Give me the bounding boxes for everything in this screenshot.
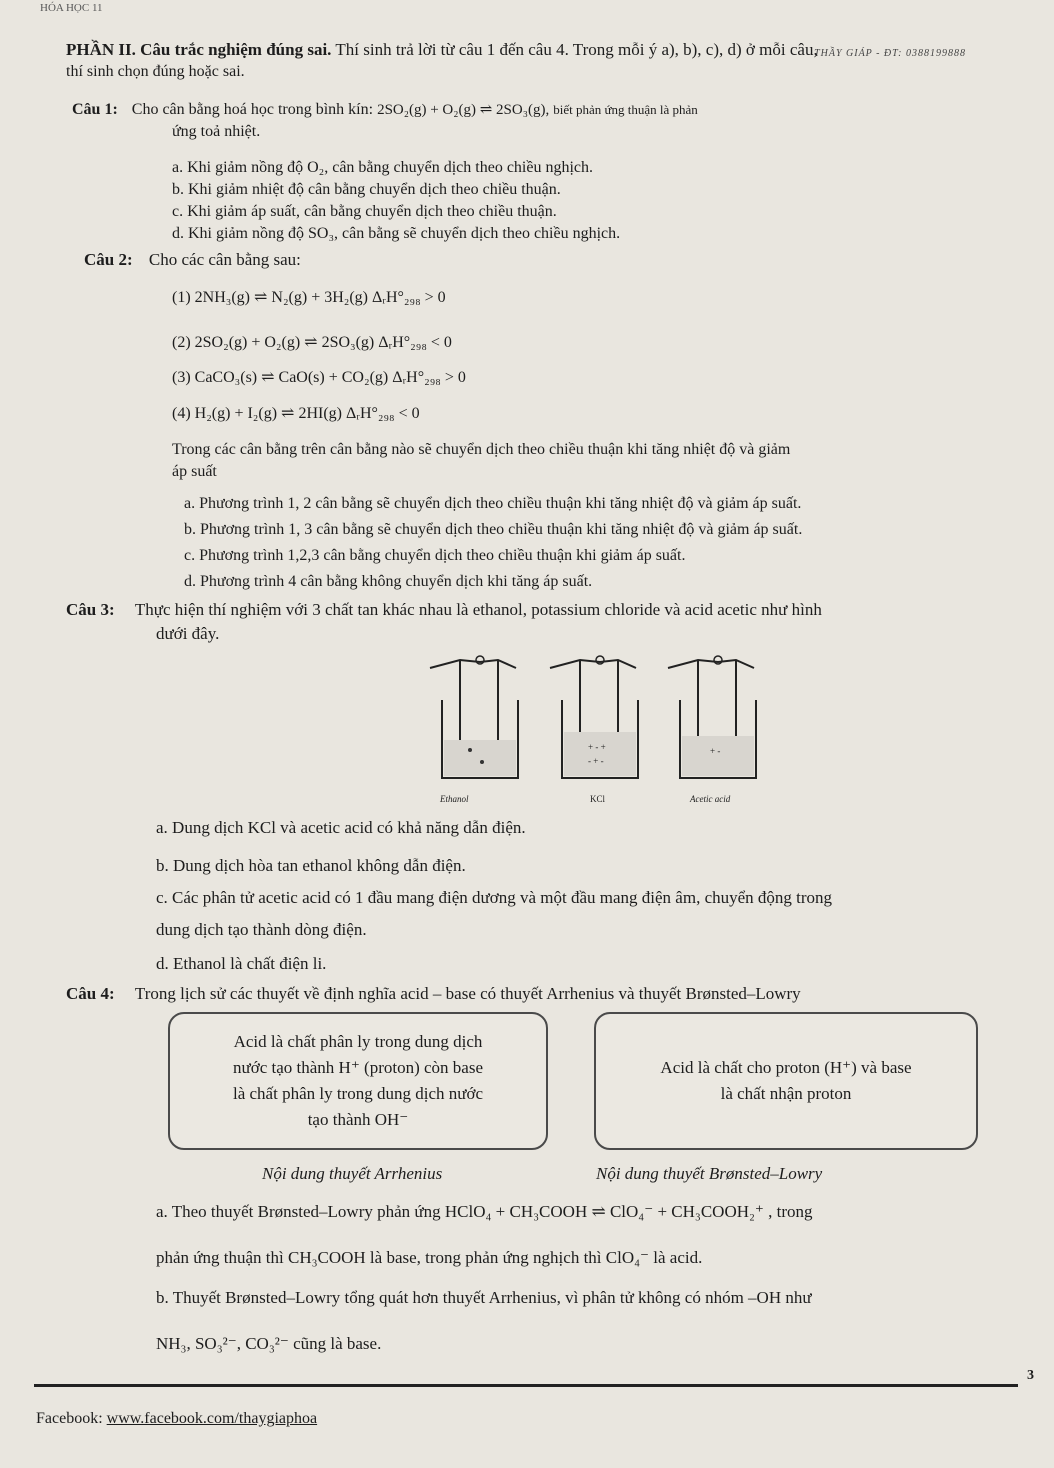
q4-stem (66, 984, 801, 1004)
q1-option-b: b. Khi giảm nhiệt độ cân bằng chuyển dịch theo chiều thuận. (172, 181, 561, 198)
label-acetic-acid: Acetic acid (690, 794, 731, 804)
q1-option-c: c. Khi giảm áp suất, cân bằng chuyển dịch theo chiều thuận. (172, 203, 557, 220)
q3-label: Câu 3: (66, 600, 115, 619)
q1-stem-line2: ứng toả nhiệt. (172, 123, 261, 140)
footer (36, 1410, 317, 1428)
arrhenius-line: nước tạo thành H⁺ (proton) còn base (233, 1058, 483, 1077)
q3-stem-line1 (66, 600, 822, 620)
q2-reaction-4: (4) H₂(g) + I₂(g) ⇌ 2HI(g) ΔᵣH°₂₉₈ < 0 (172, 405, 420, 422)
subject-header: HÓA HỌC 11 (40, 2, 103, 14)
page-number: 3 (1027, 1368, 1034, 1383)
q1-text2: biết phản ứng thuận là phản (553, 102, 698, 117)
arrhenius-caption: Nội dung thuyết Arrhenius (262, 1164, 443, 1183)
q2-label: Câu 2: (84, 250, 133, 269)
label-kcl: KCl (590, 794, 606, 804)
q1-text: Cho cân bằng hoá học trong bình kín: (131, 101, 374, 118)
svg-text:+ - +: + - + (588, 742, 606, 752)
arrhenius-line: Acid là chất phân ly trong dung dịch (233, 1032, 483, 1051)
bronsted-line: là chất nhận proton (720, 1084, 852, 1103)
q4-option-a-line2: phản ứng thuận thì CH₃COOH là base, trong phản ứng nghịch thì ClO₄⁻ là acid. (156, 1248, 703, 1267)
q3-option-a: a. Dung dịch KCl và acetic acid có khả năng dẫn điện. (156, 818, 526, 837)
q1-option-a: a. Khi giảm nồng độ O₂, cân bằng chuyển dịch theo chiều nghịch. (172, 159, 594, 176)
q3-option-b: b. Dung dịch hòa tan ethanol không dẫn điện. (156, 856, 466, 875)
q1-label: Câu 1: (72, 101, 118, 118)
label-ethanol: Ethanol (440, 794, 469, 804)
q4-text: Trong lịch sử các thuyết về định nghĩa acid – base có thuyết Arrhenius và thuyết Brønsted–Lowry (134, 984, 801, 1003)
q2-stem (84, 250, 301, 270)
part-intro: Thí sinh trả lời từ câu 1 đến câu 4. Trong mỗi ý a), b), c), d) ở mỗi câu, (335, 40, 818, 59)
q2-option-d: d. Phương trình 4 cân bằng không chuyển dịch khi tăng áp suất. (184, 573, 593, 590)
svg-text:+ -: + - (710, 746, 721, 756)
q2-question-line1: Trong các cân bằng trên cân bằng nào sẽ chuyển dịch theo chiều thuận khi tăng nhiệt độ và giảm (172, 441, 791, 458)
beaker-acetic-acid (668, 656, 756, 778)
bronsted-lowry-box (594, 1012, 978, 1150)
part-title: PHẦN II. Câu trắc nghiệm đúng sai. (66, 40, 332, 59)
q2-option-c: c. Phương trình 1,2,3 cân bằng chuyển dịch theo chiều thuận khi giảm áp suất. (184, 547, 686, 564)
part-intro-line1 (66, 40, 818, 60)
footer-label: Facebook: (36, 1410, 103, 1427)
q1-option-d: d. Khi giảm nồng độ SO₃, cân bằng sẽ chuyển dịch theo chiều nghịch. (172, 225, 621, 242)
q4-option-b-line2: NH₃, SO₃²⁻, CO₃²⁻ cũng là base. (156, 1334, 382, 1353)
q4-option-a-line1: a. Theo thuyết Brønsted–Lowry phản ứng HClO₄ + CH₃COOH ⇌ ClO₄⁻ + CH₃COOH₂⁺ , trong (156, 1202, 813, 1221)
bronsted-line: Acid là chất cho proton (H⁺) và base (660, 1058, 912, 1077)
q2-reaction-2: (2) 2SO₂(g) + O₂(g) ⇌ 2SO₃(g) ΔᵣH°₂₉₈ < 0 (172, 334, 452, 351)
q1-reaction: 2SO₂(g) + O₂(g) ⇌ 2SO₃(g), (377, 102, 550, 118)
q2-reaction-3: (3) CaCO₃(s) ⇌ CaO(s) + CO₂(g) ΔᵣH°₂₉₈ > 0 (172, 369, 466, 386)
conductivity-experiment-figure (420, 650, 760, 810)
q3-option-d: d. Ethanol là chất điện li. (156, 954, 327, 973)
teacher-header: THẦY GIÁP - ĐT: 0388199888 (814, 48, 966, 59)
arrhenius-box (168, 1012, 548, 1150)
q2-option-b: b. Phương trình 1, 3 cân bằng sẽ chuyển dịch theo chiều thuận khi tăng nhiệt độ và giảm áp suất. (184, 521, 803, 538)
svg-text:- + -: - + - (588, 756, 604, 766)
q3-stem-line2: dưới đây. (156, 624, 220, 643)
bronsted-caption: Nội dung thuyết Brønsted–Lowry (596, 1164, 823, 1183)
facebook-link[interactable]: www.facebook.com/thaygiaphoa (106, 1410, 318, 1427)
q2-option-a: a. Phương trình 1, 2 cân bằng sẽ chuyển dịch theo chiều thuận khi tăng nhiệt độ và giảm áp suất. (184, 495, 802, 512)
q2-question-line2: áp suất (172, 463, 217, 480)
q3-text: Thực hiện thí nghiệm với 3 chất tan khác nhau là ethanol, potassium chloride và acid acetic như hình (134, 600, 822, 619)
q4-label: Câu 4: (66, 984, 115, 1003)
arrhenius-line: là chất phân ly trong dung dịch nước (232, 1084, 483, 1103)
q2-text: Cho các cân bằng sau: (148, 250, 301, 269)
q4-option-b-line1: b. Thuyết Brønsted–Lowry tổng quát hơn thuyết Arrhenius, vì phân tử không có nhóm –OH như (156, 1288, 812, 1307)
beaker-kcl (550, 656, 638, 778)
q1-stem-line1 (72, 100, 698, 120)
q3-option-c-line1: c. Các phân tử acetic acid có 1 đầu mang điện dương và một đầu mang điện âm, chuyển động trong (156, 888, 833, 907)
part-intro-line2: thí sinh chọn đúng hoặc sai. (66, 63, 245, 80)
q2-reaction-1: (1) 2NH₃(g) ⇌ N₂(g) + 3H₂(g) ΔᵣH°₂₉₈ > 0 (172, 289, 446, 306)
beaker-ethanol (430, 656, 518, 778)
q3-option-c-line2: dung dịch tạo thành dòng điện. (156, 920, 367, 939)
arrhenius-line: tạo thành OH⁻ (307, 1110, 409, 1129)
footer-divider (34, 1384, 1018, 1387)
